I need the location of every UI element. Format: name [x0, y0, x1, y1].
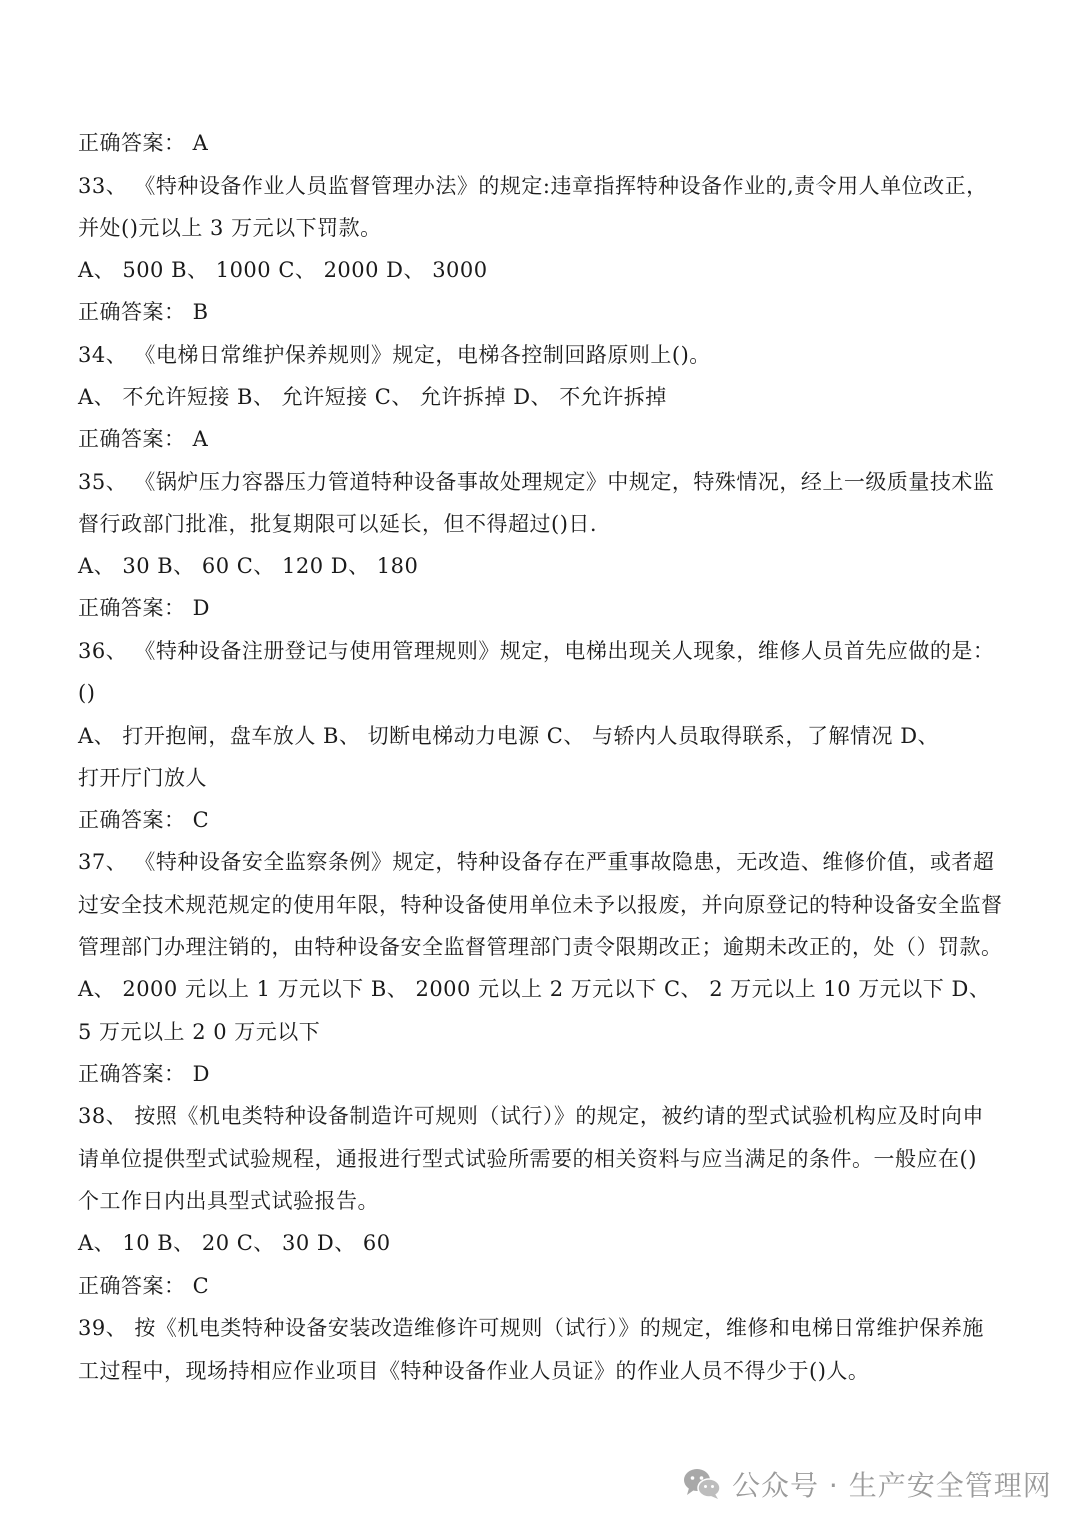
question-35-line-1: 35、 《锅炉压力容器压力管道特种设备事故处理规定》中规定，特殊情况，经上一级质量技术监 — [78, 470, 995, 494]
options-35: A、 30 B、 60 C、 120 D、 180 — [78, 554, 419, 578]
question-38-line-2: 请单位提供型式试验规程，通报进行型式试验所需要的相关资料与应当满足的条件。一般应在() — [78, 1147, 977, 1171]
question-37-line-1: 37、 《特种设备安全监察条例》规定，特种设备存在严重事故隐患，无改造、维修价值，或者超 — [78, 850, 995, 874]
question-36-line-2: () — [78, 681, 96, 705]
answer-38: 正确答案： C — [78, 1274, 210, 1298]
question-38-line-3: 个工作日内出具型式试验报告。 — [78, 1189, 379, 1213]
question-34: 34、 《电梯日常维护保养规则》规定，电梯各控制回路原则上()。 — [78, 343, 711, 367]
answer-35: 正确答案： D — [78, 596, 211, 620]
options-36-line-2: 打开厅门放人 — [78, 766, 207, 790]
question-39-line-1: 39、 按《机电类特种设备安装改造维修许可规则（试行）》的规定，维修和电梯日常维护保养施 — [78, 1316, 984, 1340]
answer-line: 正确答案： A — [78, 131, 209, 155]
watermark-text: 公众号 · 生产安全管理网 — [732, 1469, 1052, 1502]
watermark — [682, 1462, 1052, 1506]
question-33-line-2: 并处()元以上 3 万元以下罚款。 — [78, 216, 382, 240]
question-36-line-1: 36、 《特种设备注册登记与使用管理规则》规定，电梯出现关人现象，维修人员首先应做的是： — [78, 639, 995, 663]
question-33-line-1: 33、 《特种设备作业人员监督管理办法》的规定:违章指挥特种设备作业的,责令用人单位改正， — [78, 174, 988, 198]
answer-33: 正确答案： B — [78, 300, 209, 324]
answer-37: 正确答案： D — [78, 1062, 211, 1086]
question-37-line-3: 管理部门办理注销的，由特种设备安全监督管理部门责令限期改正；逾期未改正的，处（）罚款。 — [78, 935, 1003, 959]
options-37-line-2: 5 万元以上 2 0 万元以下 — [78, 1020, 321, 1044]
wechat-icon — [682, 1467, 722, 1501]
options-34: A、 不允许短接 B、 允许短接 C、 允许拆掉 D、 不允许拆掉 — [78, 385, 667, 409]
options-37-line-1: A、 2000 元以上 1 万元以下 B、 2000 元以上 2 万元以下 C、 2 万元以上 10 万元以下 D、 — [78, 977, 991, 1001]
answer-34: 正确答案： A — [78, 427, 209, 451]
question-35-line-2: 督行政部门批准，批复期限可以延长，但不得超过()日. — [78, 512, 598, 536]
question-37-line-2: 过安全技术规范规定的使用年限，特种设备使用单位未予以报废，并向原登记的特种设备安全监督 — [78, 893, 1003, 917]
options-38: A、 10 B、 20 C、 30 D、 60 — [78, 1231, 391, 1255]
answer-36: 正确答案： C — [78, 808, 210, 832]
options-36-line-1: A、 打开抱闸，盘车放人 B、 切断电梯动力电源 C、 与轿内人员取得联系，了解情况 D、 — [78, 724, 940, 748]
question-39-line-2: 工过程中，现场持相应作业项目《特种设备作业人员证》的作业人员不得少于()人。 — [78, 1359, 870, 1383]
options-33: A、 500 B、 1000 C、 2000 D、 3000 — [78, 258, 488, 282]
question-38-line-1: 38、 按照《机电类特种设备制造许可规则（试行）》的规定，被约请的型式试验机构应及时向申 — [78, 1104, 984, 1128]
